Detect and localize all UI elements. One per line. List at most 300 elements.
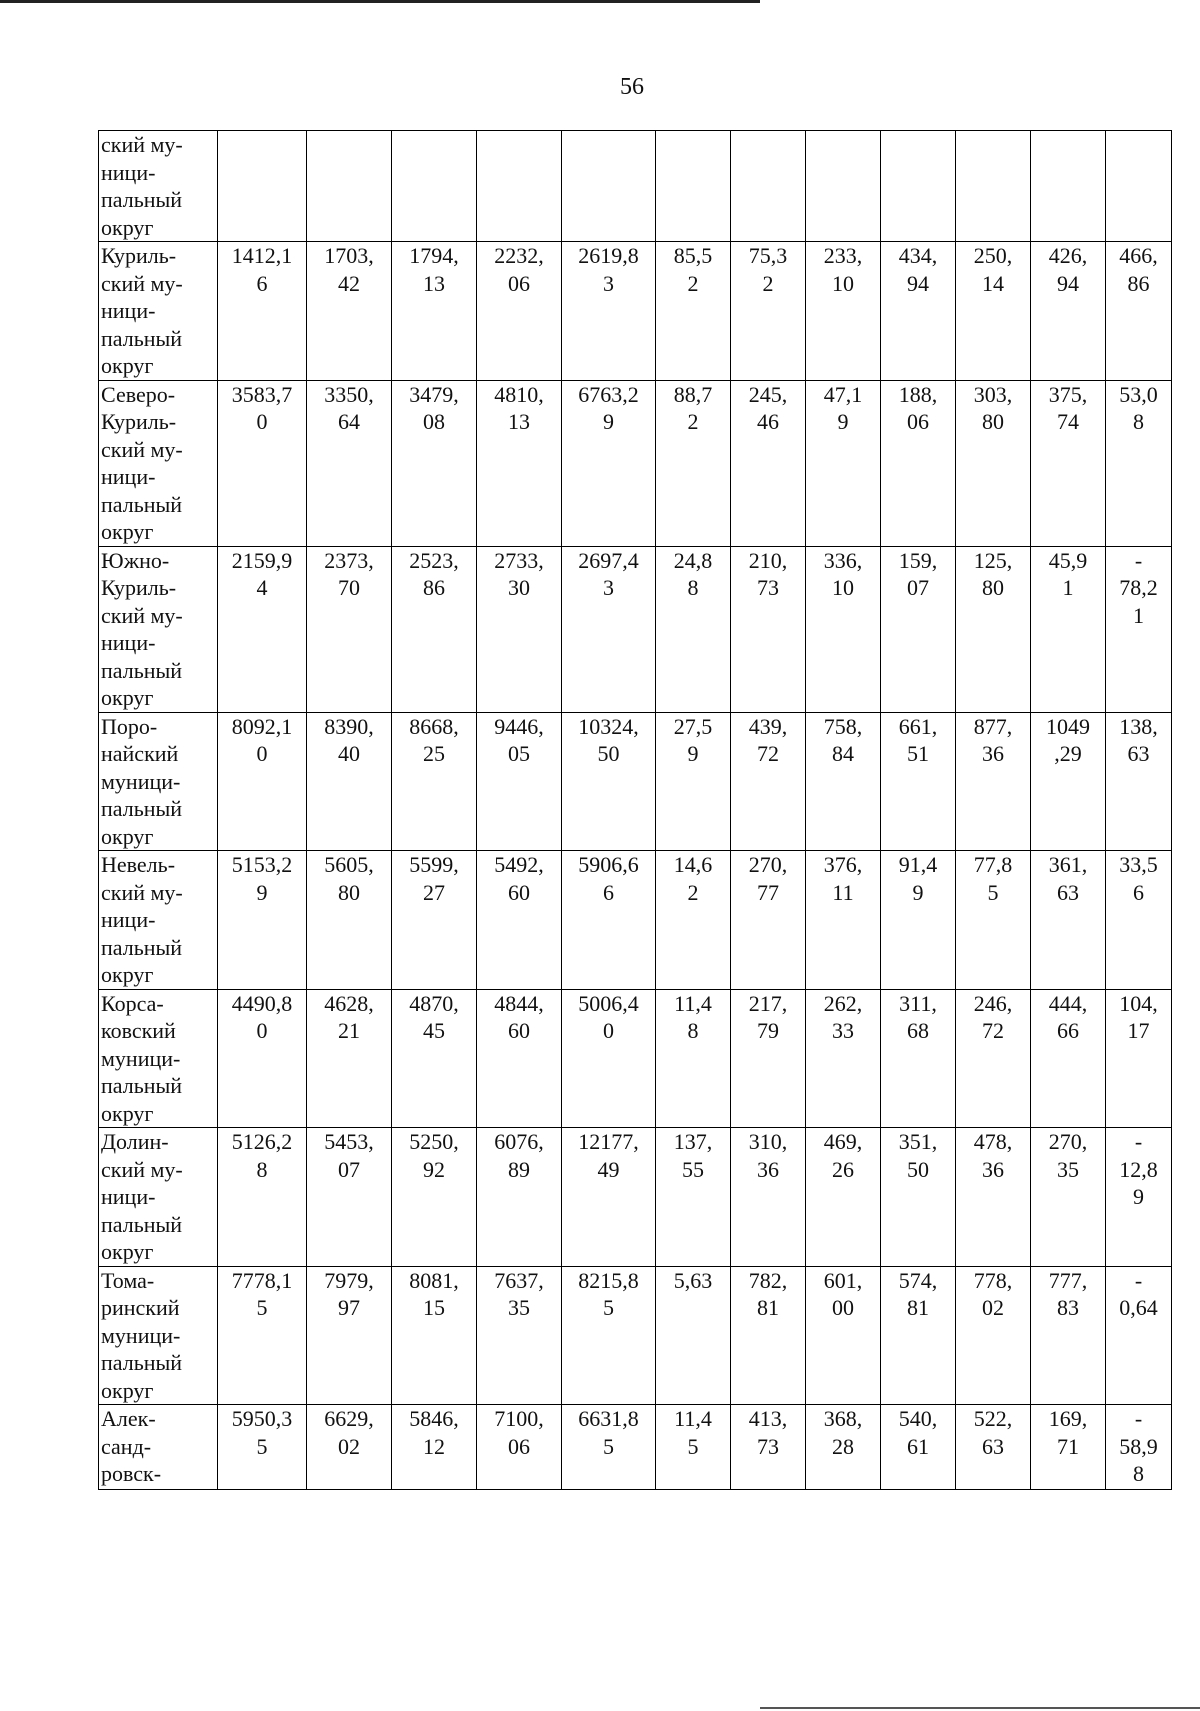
value-cell [806, 712, 881, 851]
municipality-name-line: Тома- [101, 1267, 155, 1293]
value-cell [656, 1128, 731, 1267]
value-cell-line: 9 [687, 741, 699, 766]
value-cell [562, 851, 656, 990]
value-cell [806, 1266, 881, 1405]
value-cell-line: 45 [423, 1018, 445, 1043]
value-cell [656, 1266, 731, 1405]
municipality-name-cell [99, 712, 218, 851]
value-cell [218, 851, 307, 990]
value-cell-line: 07 [907, 575, 929, 600]
value-cell [656, 989, 731, 1128]
value-cell [392, 546, 477, 712]
value-cell-line: - [1134, 1267, 1143, 1293]
value-cell [881, 1405, 956, 1490]
value-cell-line: 13 [508, 409, 530, 434]
value-cell-line: 270, [1048, 1129, 1088, 1154]
value-cell-line: 14 [982, 270, 1004, 296]
value-cell-line: - [1134, 547, 1143, 573]
value-cell [956, 1128, 1031, 1267]
value-cell-line: 49 [597, 1156, 620, 1182]
value-cell [956, 851, 1031, 990]
value-cell-line: 4810, [494, 381, 544, 407]
value-cell-line: 5950,3 [231, 1406, 293, 1431]
municipality-name-line: Невель- [101, 852, 176, 877]
value-cell [1106, 1266, 1172, 1405]
value-cell-line: 3350, [324, 381, 374, 407]
value-cell [656, 380, 731, 546]
municipality-name-line: Алек- [101, 1406, 156, 1431]
value-cell-line: 50 [597, 741, 620, 766]
value-cell [656, 1405, 731, 1490]
value-cell-line: 217, [748, 990, 788, 1016]
value-cell-line: 00 [832, 1295, 854, 1320]
value-cell [562, 546, 656, 712]
municipality-name-line: Куриль- [101, 575, 177, 600]
value-cell [562, 131, 656, 242]
municipality-name-line: муници- [101, 1045, 181, 1071]
value-cell-line: 84 [832, 741, 854, 766]
municipality-name-line: пальный [101, 187, 183, 212]
value-cell [477, 546, 562, 712]
municipality-name-line: пальный [101, 491, 183, 517]
value-cell-line: 2 [762, 270, 774, 296]
value-cell-line: - [1134, 1129, 1143, 1154]
value-cell-line: 522, [973, 1406, 1013, 1431]
value-cell-line: 3 [603, 575, 614, 600]
value-cell-line: 4628, [324, 990, 374, 1016]
value-cell [731, 131, 806, 242]
value-cell-line: 28 [832, 1433, 854, 1459]
value-cell-line: 7100, [494, 1406, 544, 1431]
value-cell-line: 262, [823, 990, 863, 1016]
value-cell [392, 989, 477, 1128]
value-cell-line: 2 [687, 409, 699, 434]
value-cell-line: 72 [982, 1018, 1004, 1043]
value-cell-line: 55 [682, 1156, 704, 1182]
value-cell-line: 159, [898, 547, 938, 573]
value-cell-line: 77,8 [973, 852, 1013, 877]
municipality-name-line: округ [101, 962, 154, 987]
value-cell [392, 380, 477, 546]
value-cell [881, 380, 956, 546]
value-cell-line: 270, [748, 852, 788, 877]
value-cell-line: 375, [1048, 381, 1088, 407]
value-cell-line: 83 [1057, 1295, 1079, 1320]
value-cell-line: 6763,2 [578, 381, 639, 407]
value-cell-line: 188, [898, 381, 938, 407]
value-cell [307, 1266, 392, 1405]
value-cell [1031, 712, 1106, 851]
scan-edge-bottom [760, 1707, 1200, 1709]
value-cell-line: 60 [508, 879, 530, 905]
municipality-name-line: Поро- [101, 713, 158, 739]
value-cell-line: 5006,4 [578, 990, 639, 1016]
table-row [99, 851, 1172, 990]
value-cell [731, 1128, 806, 1267]
value-cell-line: 89 [508, 1156, 530, 1182]
municipality-name-line: ский му- [101, 879, 183, 905]
municipality-name-line: ници- [101, 464, 156, 489]
value-cell-line: 46 [757, 409, 779, 434]
value-cell [656, 712, 731, 851]
value-cell-line: 3479, [409, 381, 459, 407]
value-cell-line: 70 [338, 575, 360, 600]
municipality-name-line: пальный [101, 1350, 183, 1375]
value-cell [1106, 242, 1172, 381]
table-row [99, 989, 1172, 1128]
value-cell [731, 242, 806, 381]
value-cell-line: 8 [1133, 1461, 1144, 1486]
value-cell [1106, 851, 1172, 990]
value-cell-line: 877, [973, 713, 1013, 739]
value-cell-line: 64 [338, 409, 360, 434]
value-cell [1031, 851, 1106, 990]
value-cell-line: 97 [338, 1295, 360, 1320]
municipality-name-cell [99, 989, 218, 1128]
value-cell-line: 92 [423, 1156, 445, 1182]
value-cell-line: 169, [1048, 1406, 1088, 1431]
value-cell-line: 79 [757, 1018, 779, 1043]
value-cell [1031, 546, 1106, 712]
value-cell [307, 380, 392, 546]
value-cell-line: 2232, [494, 243, 544, 268]
municipality-name-line: Долин- [101, 1129, 169, 1154]
value-cell-line: 36 [982, 1156, 1004, 1182]
value-cell [477, 851, 562, 990]
value-cell [806, 131, 881, 242]
value-cell-line: 25 [423, 741, 445, 766]
value-cell [477, 380, 562, 546]
value-cell-line: 4 [256, 575, 268, 600]
value-cell [1031, 380, 1106, 546]
value-cell-line: 5126,2 [231, 1129, 293, 1154]
value-cell-line: 27,5 [673, 713, 713, 739]
value-cell [477, 242, 562, 381]
value-cell-line: 9 [837, 409, 849, 434]
value-cell-line: 33 [832, 1018, 854, 1043]
value-cell-line: 5,63 [673, 1267, 713, 1293]
value-cell [1106, 1405, 1172, 1490]
municipality-name-cell [99, 546, 218, 712]
value-cell-line: 0,64 [1119, 1295, 1158, 1320]
value-cell-line: 310, [748, 1129, 788, 1154]
value-cell [806, 242, 881, 381]
value-cell-line: 0 [256, 409, 268, 434]
value-cell [562, 242, 656, 381]
value-cell-line: 94 [1057, 270, 1079, 296]
value-cell-line: 85,5 [673, 243, 713, 268]
value-cell [731, 1266, 806, 1405]
value-cell-line: 78,2 [1119, 575, 1158, 600]
municipality-name-line: пальный [101, 1073, 183, 1098]
value-cell-line: 478, [973, 1129, 1013, 1154]
value-cell-line: 88,7 [673, 381, 713, 407]
value-cell [881, 851, 956, 990]
value-cell-line: 2619,8 [578, 243, 639, 268]
value-cell [1031, 1128, 1106, 1267]
value-cell-line: 0 [256, 741, 268, 766]
municipality-name-line: округ [101, 1100, 154, 1126]
value-cell-line: 45,9 [1048, 547, 1088, 573]
value-cell-line: 351, [898, 1129, 938, 1154]
table-row [99, 131, 1172, 242]
table-row [99, 242, 1172, 381]
value-cell-line: 06 [508, 270, 530, 296]
municipality-name-line: муници- [101, 1322, 181, 1348]
value-cell [1031, 242, 1106, 381]
value-cell [307, 712, 392, 851]
value-cell-line: 73 [757, 575, 779, 600]
value-cell-line: 4844, [494, 990, 544, 1016]
table-row [99, 380, 1172, 546]
value-cell [881, 242, 956, 381]
value-cell [218, 1128, 307, 1267]
value-cell [392, 851, 477, 990]
value-cell-line: ,29 [1054, 741, 1082, 766]
value-cell-line: 6076, [494, 1129, 544, 1154]
table-row [99, 1266, 1172, 1405]
value-cell-line: 91,4 [898, 852, 938, 877]
value-cell-line: 8092,1 [231, 713, 293, 739]
value-cell-line: 08 [423, 409, 445, 434]
value-cell-line: 210, [748, 547, 788, 573]
value-cell-line: 63 [1127, 741, 1150, 766]
value-cell-line: 02 [338, 1433, 360, 1459]
table-row [99, 712, 1172, 851]
value-cell [1106, 989, 1172, 1128]
municipality-name-line: ский му- [101, 1156, 183, 1182]
value-cell-line: 7637, [494, 1267, 544, 1293]
value-cell [956, 242, 1031, 381]
value-cell-line: 15 [423, 1295, 445, 1320]
value-cell-line: 27 [423, 879, 445, 905]
value-cell-line: 303, [973, 381, 1013, 407]
municipality-name-line: округ [101, 519, 154, 544]
value-cell [477, 712, 562, 851]
value-cell-line: 14,6 [673, 852, 713, 877]
value-cell [392, 1405, 477, 1490]
value-cell-line: 311, [899, 990, 937, 1016]
value-cell-line: 05 [508, 741, 530, 766]
value-cell-line: 601, [823, 1267, 863, 1293]
value-cell-line: 21 [338, 1018, 360, 1043]
value-cell-line: 233, [823, 243, 863, 268]
value-cell [731, 380, 806, 546]
value-cell-line: 61 [907, 1433, 929, 1459]
value-cell-line: 4870, [409, 990, 459, 1016]
value-cell-line: 10324, [578, 713, 639, 739]
value-cell-line: 68 [907, 1018, 929, 1043]
municipality-name-cell [99, 1128, 218, 1267]
municipality-name-line: пальный [101, 325, 183, 351]
value-cell [392, 131, 477, 242]
value-cell [806, 989, 881, 1128]
value-cell [307, 851, 392, 990]
municipality-name-line: округ [101, 1239, 154, 1264]
value-cell-line: 5 [987, 879, 999, 905]
value-cell [956, 546, 1031, 712]
value-cell [806, 851, 881, 990]
value-cell-line: 11 [832, 879, 854, 905]
value-cell-line: 06 [907, 409, 929, 434]
value-cell-line: 9 [603, 409, 614, 434]
value-cell-line: 02 [982, 1295, 1004, 1320]
value-cell [731, 851, 806, 990]
value-cell-line: 77 [757, 879, 779, 905]
value-cell [562, 1405, 656, 1490]
value-cell-line: 376, [823, 852, 863, 877]
value-cell-line: 8 [1133, 409, 1144, 434]
value-cell-line: 2523, [409, 547, 459, 573]
value-cell-line: 58,9 [1119, 1433, 1158, 1459]
value-cell-line: 5453, [324, 1129, 374, 1154]
value-cell [656, 546, 731, 712]
value-cell-line: 5 [256, 1295, 268, 1320]
value-cell [1031, 1266, 1106, 1405]
value-cell-line: 47,1 [823, 381, 863, 407]
municipality-name-line: округ [101, 353, 154, 378]
value-cell [562, 989, 656, 1128]
scan-edge-top [0, 0, 760, 3]
value-cell [392, 1128, 477, 1267]
value-cell [731, 712, 806, 851]
value-cell-line: 1 [1133, 602, 1144, 628]
value-cell-line: 81 [757, 1295, 779, 1320]
value-cell-line: 6 [1133, 879, 1144, 905]
value-cell-line: 13 [423, 270, 445, 296]
value-cell-line: 245, [748, 381, 788, 407]
value-cell-line: 413, [748, 1406, 788, 1431]
table-row [99, 1128, 1172, 1267]
value-cell-line: 6629, [324, 1406, 374, 1431]
municipality-name-line: ковский [101, 1018, 176, 1043]
value-cell-line: 12177, [578, 1129, 639, 1154]
value-cell-line: 469, [823, 1129, 863, 1154]
value-cell-line: 104, [1119, 990, 1158, 1016]
value-cell-line: 12,8 [1119, 1156, 1158, 1182]
value-cell-line: 1703, [324, 243, 374, 268]
value-cell-line: 6 [256, 270, 268, 296]
value-cell-line: 9 [256, 879, 268, 905]
value-cell-line: 80 [982, 409, 1004, 434]
value-cell [956, 989, 1031, 1128]
value-cell-line: 7778,1 [231, 1267, 293, 1293]
value-cell-line: 51 [907, 741, 929, 766]
value-cell-line: 8390, [324, 713, 374, 739]
value-cell [562, 1266, 656, 1405]
municipal-data-table [98, 130, 1172, 1490]
value-cell-line: 72 [757, 741, 779, 766]
value-cell [562, 1128, 656, 1267]
value-cell-line: 1 [1062, 575, 1074, 600]
table-row [99, 546, 1172, 712]
value-cell [656, 131, 731, 242]
value-cell-line: 5605, [324, 852, 374, 877]
value-cell-line: 63 [982, 1433, 1004, 1459]
municipality-name-line: Куриль- [101, 243, 177, 268]
value-cell [956, 1266, 1031, 1405]
value-cell-line: 24,8 [673, 547, 713, 573]
value-cell [1106, 131, 1172, 242]
value-cell-line: 5492, [494, 852, 544, 877]
value-cell-line: - [1134, 1406, 1143, 1431]
value-cell [307, 989, 392, 1128]
value-cell-line: 434, [898, 243, 938, 268]
municipality-name-line: ровск- [101, 1461, 162, 1486]
value-cell-line: 33,5 [1119, 852, 1158, 877]
value-cell [477, 1405, 562, 1490]
municipality-name-cell [99, 380, 218, 546]
value-cell [307, 546, 392, 712]
value-cell-line: 42 [338, 270, 360, 296]
value-cell [1106, 1128, 1172, 1267]
value-cell-line: 5 [687, 1433, 699, 1459]
value-cell-line: 10 [832, 575, 854, 600]
value-cell [307, 1405, 392, 1490]
value-cell-line: 73 [757, 1433, 779, 1459]
value-cell [956, 712, 1031, 851]
value-cell-line: 426, [1048, 243, 1088, 268]
municipality-name-line: ринский [101, 1295, 180, 1320]
value-cell-line: 75,3 [748, 243, 788, 268]
value-cell-line: 36 [757, 1156, 779, 1182]
value-cell [307, 1128, 392, 1267]
municipality-name-line: округ [101, 685, 154, 710]
value-cell-line: 35 [508, 1295, 530, 1320]
value-cell-line: 50 [907, 1156, 929, 1182]
value-cell-line: 17 [1127, 1018, 1150, 1043]
value-cell [1031, 131, 1106, 242]
value-cell-line: 5 [603, 1433, 614, 1459]
value-cell-line: 07 [338, 1156, 360, 1182]
value-cell-line: 6631,8 [578, 1406, 639, 1431]
value-cell-line: 71 [1057, 1433, 1079, 1459]
value-cell-line: 250, [973, 243, 1013, 268]
value-cell-line: 06 [508, 1433, 530, 1459]
value-cell [656, 242, 731, 381]
value-cell [1106, 712, 1172, 851]
value-cell [218, 989, 307, 1128]
municipality-name-line: Куриль- [101, 409, 177, 434]
municipality-name-line: Южно- [101, 547, 170, 573]
value-cell-line: 5846, [409, 1406, 459, 1431]
value-cell [1031, 1405, 1106, 1490]
value-cell-line: 26 [832, 1156, 854, 1182]
municipality-name-cell [99, 131, 218, 242]
value-cell [881, 131, 956, 242]
value-cell-line: 30 [508, 575, 530, 600]
value-cell-line: 540, [898, 1406, 938, 1431]
value-cell-line: 5 [256, 1433, 268, 1459]
value-cell-line: 138, [1119, 713, 1158, 739]
value-cell [806, 380, 881, 546]
value-cell-line: 368, [823, 1406, 863, 1431]
value-cell-line: 1412,1 [231, 243, 293, 268]
municipality-name-line: санд- [101, 1433, 152, 1459]
value-cell [1031, 989, 1106, 1128]
value-cell-line: 53,0 [1119, 381, 1158, 407]
value-cell [656, 851, 731, 990]
value-cell [956, 131, 1031, 242]
value-cell-line: 758, [823, 713, 863, 739]
value-cell [307, 131, 392, 242]
value-cell-line: 94 [907, 270, 929, 296]
municipality-name-line: ници- [101, 159, 156, 185]
municipality-name-line: найский [101, 741, 179, 766]
value-cell-line: 8 [687, 1018, 699, 1043]
municipality-name-line: пальный [101, 796, 183, 821]
value-cell-line: 125, [973, 547, 1013, 573]
